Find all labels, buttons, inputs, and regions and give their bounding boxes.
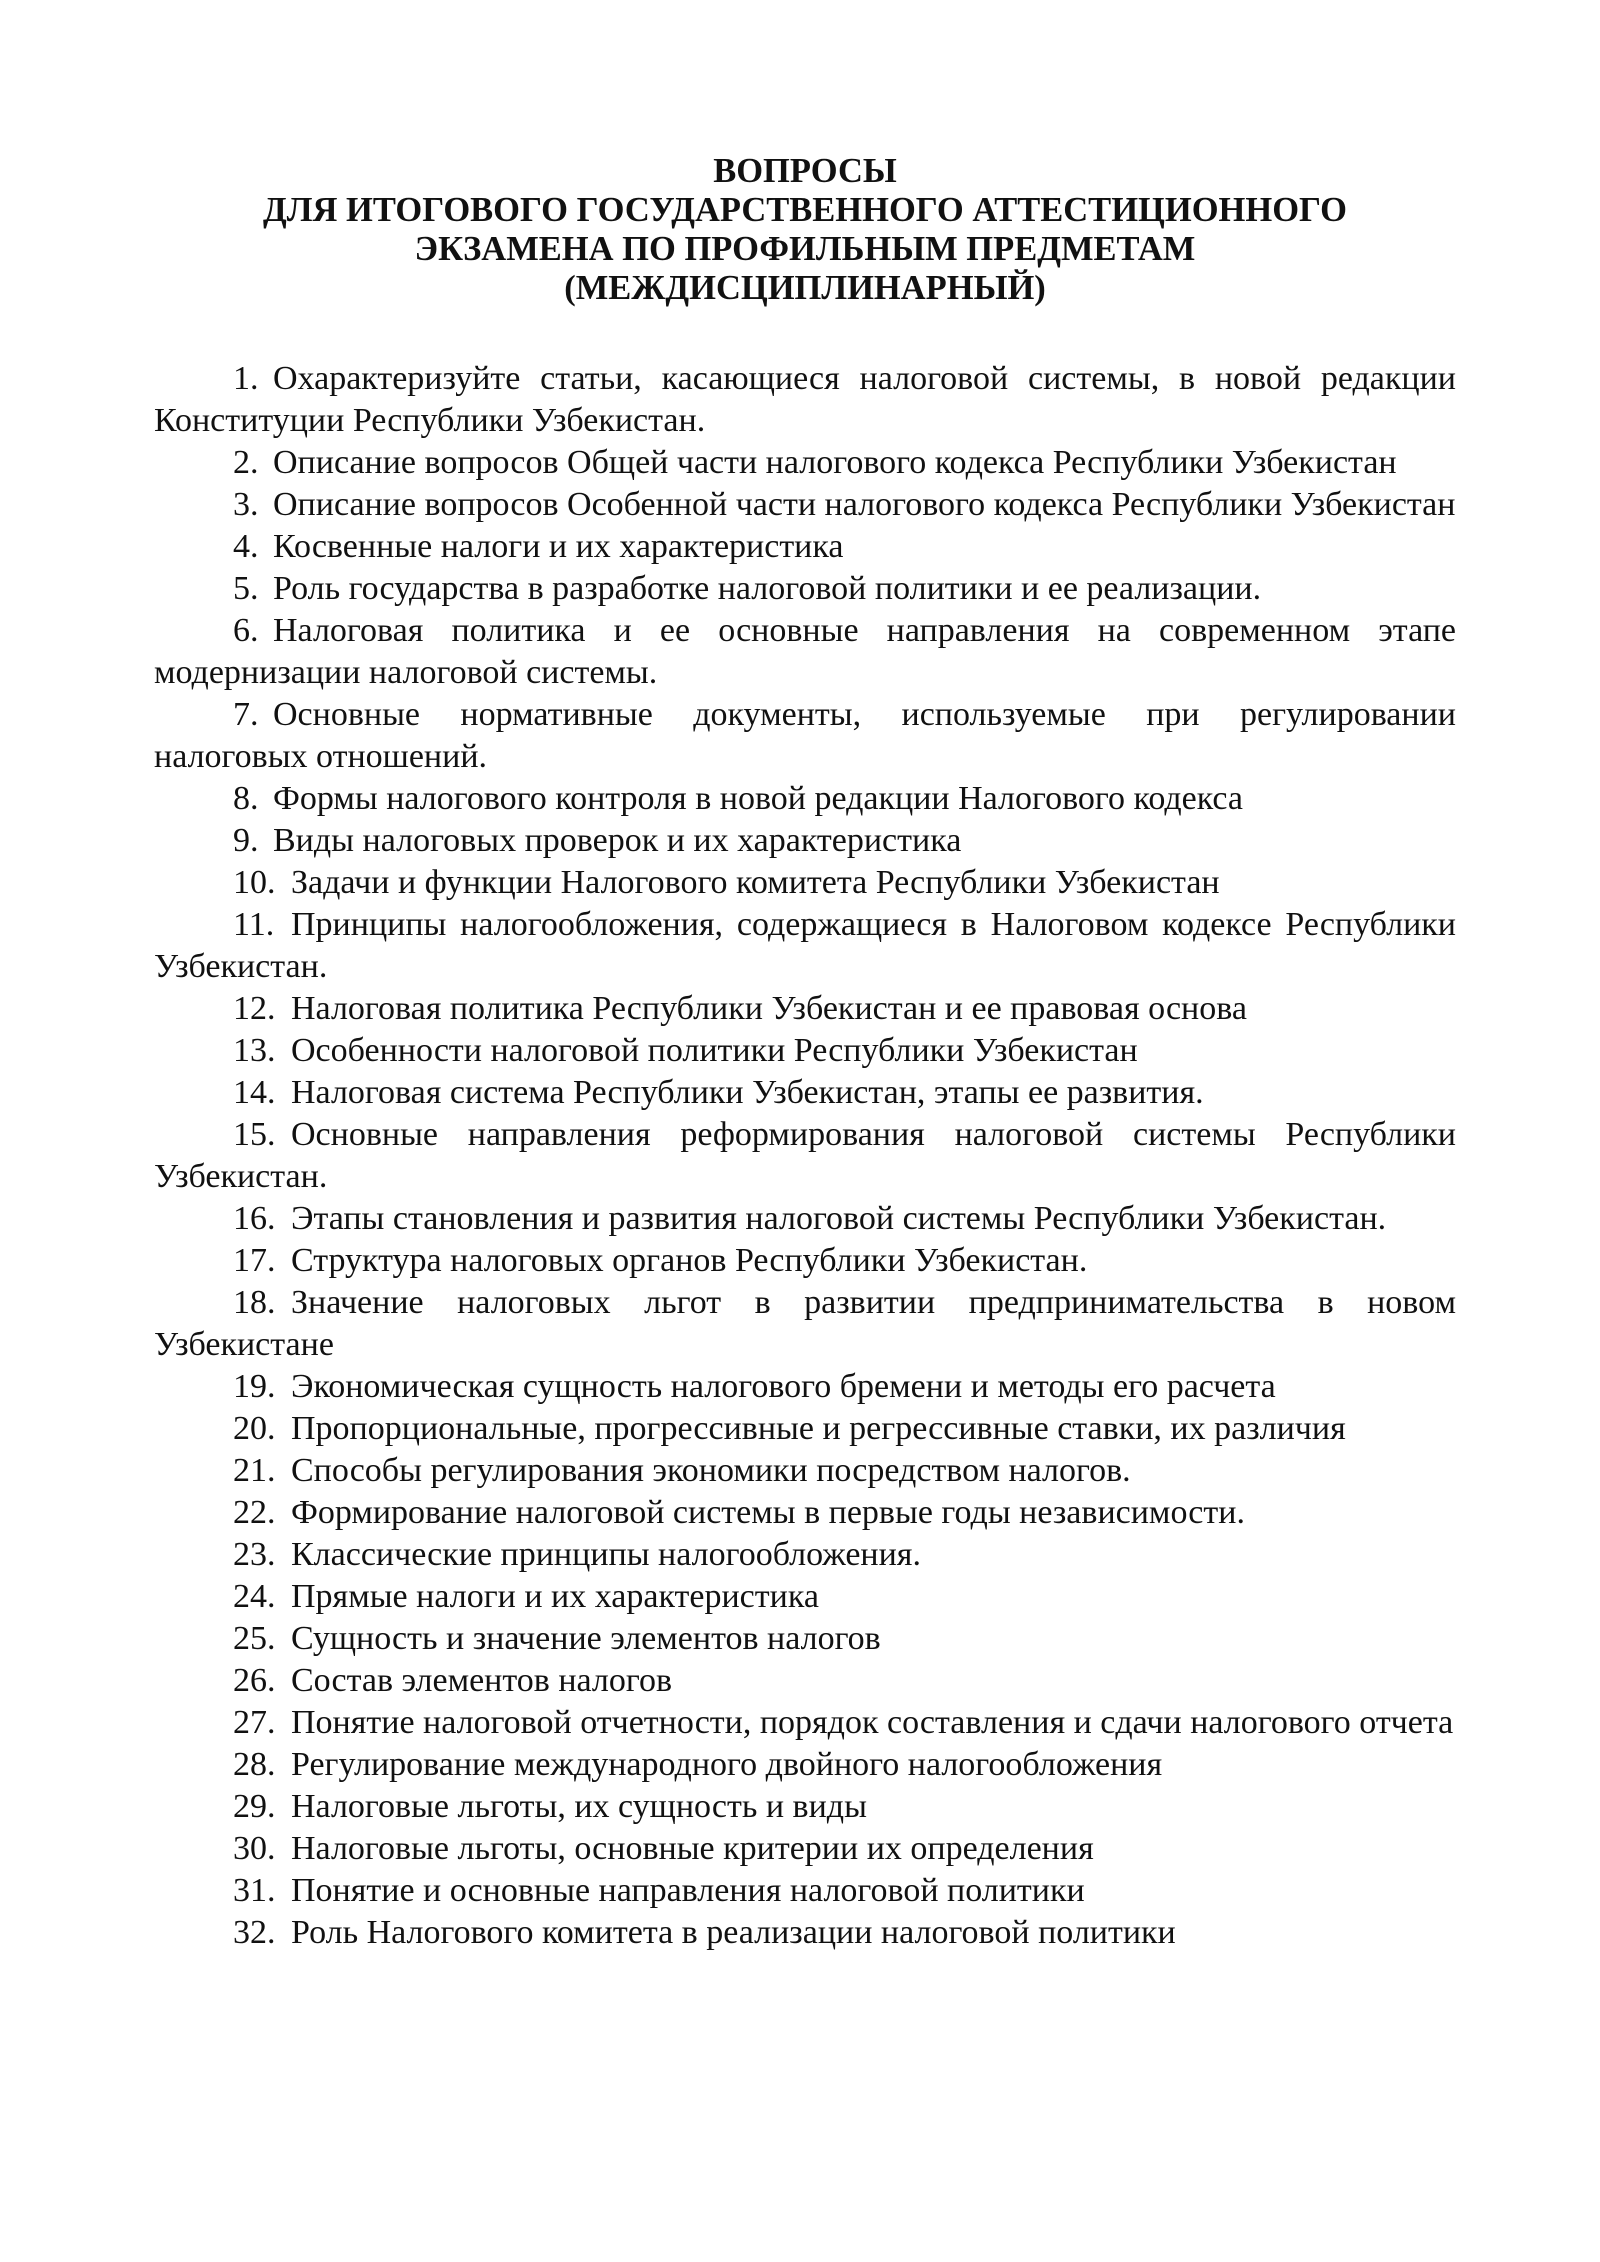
question-number: 16. [233,1200,276,1237]
question-number: 8. [233,780,259,817]
question-number: 5. [233,570,259,607]
question-text: Регулирование международного двойного налогообложения [291,1746,1163,1783]
question-text: Основные нормативные документы, используемые при регулировании налоговых отношений. [154,696,1456,775]
document-page [154,152,1456,1954]
question-text: Структура налоговых органов Республики Узбекистан. [291,1242,1088,1279]
question-number: 14. [233,1074,276,1111]
question-item [154,484,1456,526]
question-item [154,778,1456,820]
question-item [154,610,1456,694]
question-item [154,820,1456,862]
question-number: 15. [233,1116,276,1153]
title-line: ЭКЗАМЕНА ПО ПРОФИЛЬНЫМ ПРЕДМЕТАМ [414,230,1196,268]
question-text: Этапы становления и развития налоговой системы Республики Узбекистан. [291,1200,1387,1237]
question-number: 4. [233,528,259,565]
question-text: Состав элементов налогов [291,1662,673,1699]
question-number: 3. [233,486,259,523]
question-text: Роль Налогового комитета в реализации налоговой политики [291,1914,1176,1951]
question-text: Формирование налоговой системы в первые годы независимости. [291,1494,1245,1531]
question-text: Понятие и основные направления налоговой политики [291,1872,1085,1909]
question-text: Особенности налоговой политики Республики Узбекистан [291,1032,1138,1069]
question-number: 2. [233,444,259,481]
question-number: 7. [233,696,259,733]
question-number: 6. [233,612,259,649]
question-text: Виды налоговых проверок и их характеристика [273,822,962,859]
question-number: 32. [233,1914,276,1951]
question-item [154,1240,1456,1282]
question-item [154,1198,1456,1240]
question-text: Основные направления реформирования налоговой системы Республики Узбекистан. [154,1116,1456,1195]
question-number: 13. [233,1032,276,1069]
question-item [154,1828,1456,1870]
question-item [154,1450,1456,1492]
question-item [154,1660,1456,1702]
question-item [154,526,1456,568]
question-number: 26. [233,1662,276,1699]
question-item [154,904,1456,988]
question-item [154,1366,1456,1408]
question-text: Значение налоговых льгот в развитии предпринимательства в новом Узбекистане [154,1284,1456,1363]
question-text: Налоговые льготы, основные критерии их определения [291,1830,1094,1867]
question-text: Способы регулирования экономики посредством налогов. [291,1452,1131,1489]
question-text: Пропорциональные, прогрессивные и регрессивные ставки, их различия [291,1410,1346,1447]
question-item [154,1618,1456,1660]
question-number: 9. [233,822,259,859]
title-line: ВОПРОСЫ [713,152,897,190]
question-number: 31. [233,1872,276,1909]
question-item [154,1492,1456,1534]
question-text: Принципы налогообложения, содержащиеся в Налоговом кодексе Республики Узбекистан. [154,906,1456,985]
question-text: Понятие налоговой отчетности, порядок составления и сдачи налогового отчета [291,1704,1454,1741]
question-text: Классические принципы налогообложения. [291,1536,921,1573]
question-number: 19. [233,1368,276,1405]
question-number: 1. [233,360,259,397]
question-number: 20. [233,1410,276,1447]
question-text: Роль государства в разработке налоговой политики и ее реализации. [273,570,1262,607]
question-number: 17. [233,1242,276,1279]
question-item [154,988,1456,1030]
question-item [154,1576,1456,1618]
question-item [154,1114,1456,1198]
question-text: Описание вопросов Особенной части налогового кодекса Республики Узбекистан [273,486,1456,523]
question-text: Прямые налоги и их характеристика [291,1578,819,1615]
question-text: Налоговая политика и ее основные направления на современном этапе модернизации налоговой системы. [154,612,1456,691]
question-number: 18. [233,1284,276,1321]
question-text: Задачи и функции Налогового комитета Республики Узбекистан [291,864,1220,901]
question-text: Налоговая система Республики Узбекистан, этапы ее развития. [291,1074,1204,1111]
question-number: 28. [233,1746,276,1783]
question-item [154,1408,1456,1450]
questions-list [154,358,1456,1954]
question-item [154,1744,1456,1786]
question-number: 30. [233,1830,276,1867]
question-number: 22. [233,1494,276,1531]
question-text: Описание вопросов Общей части налогового кодекса Республики Узбекистан [273,444,1397,481]
question-number: 11. [233,906,275,943]
document-title [154,152,1456,308]
question-text: Косвенные налоги и их характеристика [273,528,844,565]
question-text: Сущность и значение элементов налогов [291,1620,881,1657]
question-text: Охарактеризуйте статьи, касающиеся налоговой системы, в новой редакции Конституции Республики Узбекистан. [154,360,1456,439]
question-number: 25. [233,1620,276,1657]
question-item [154,694,1456,778]
question-item [154,442,1456,484]
question-item [154,1702,1456,1744]
question-number: 27. [233,1704,276,1741]
question-item [154,862,1456,904]
question-item [154,1870,1456,1912]
question-number: 21. [233,1452,276,1489]
question-text: Экономическая сущность налогового бремени и методы его расчета [291,1368,1276,1405]
question-number: 12. [233,990,276,1027]
question-number: 10. [233,864,276,901]
question-item [154,358,1456,442]
question-item [154,1282,1456,1366]
question-text: Налоговые льготы, их сущность и виды [291,1788,867,1825]
question-number: 24. [233,1578,276,1615]
question-text: Формы налогового контроля в новой редакции Налогового кодекса [273,780,1243,817]
question-number: 29. [233,1788,276,1825]
title-line: ДЛЯ ИТОГОВОГО ГОСУДАРСТВЕННОГО АТТЕСТИЦИОННОГО [263,191,1347,229]
question-item [154,568,1456,610]
question-item [154,1786,1456,1828]
title-line: (МЕЖДИСЦИПЛИНАРНЫЙ) [564,269,1046,307]
question-text: Налоговая политика Республики Узбекистан и ее правовая основа [291,990,1247,1027]
question-item [154,1912,1456,1954]
question-number: 23. [233,1536,276,1573]
question-item [154,1072,1456,1114]
question-item [154,1534,1456,1576]
question-item [154,1030,1456,1072]
